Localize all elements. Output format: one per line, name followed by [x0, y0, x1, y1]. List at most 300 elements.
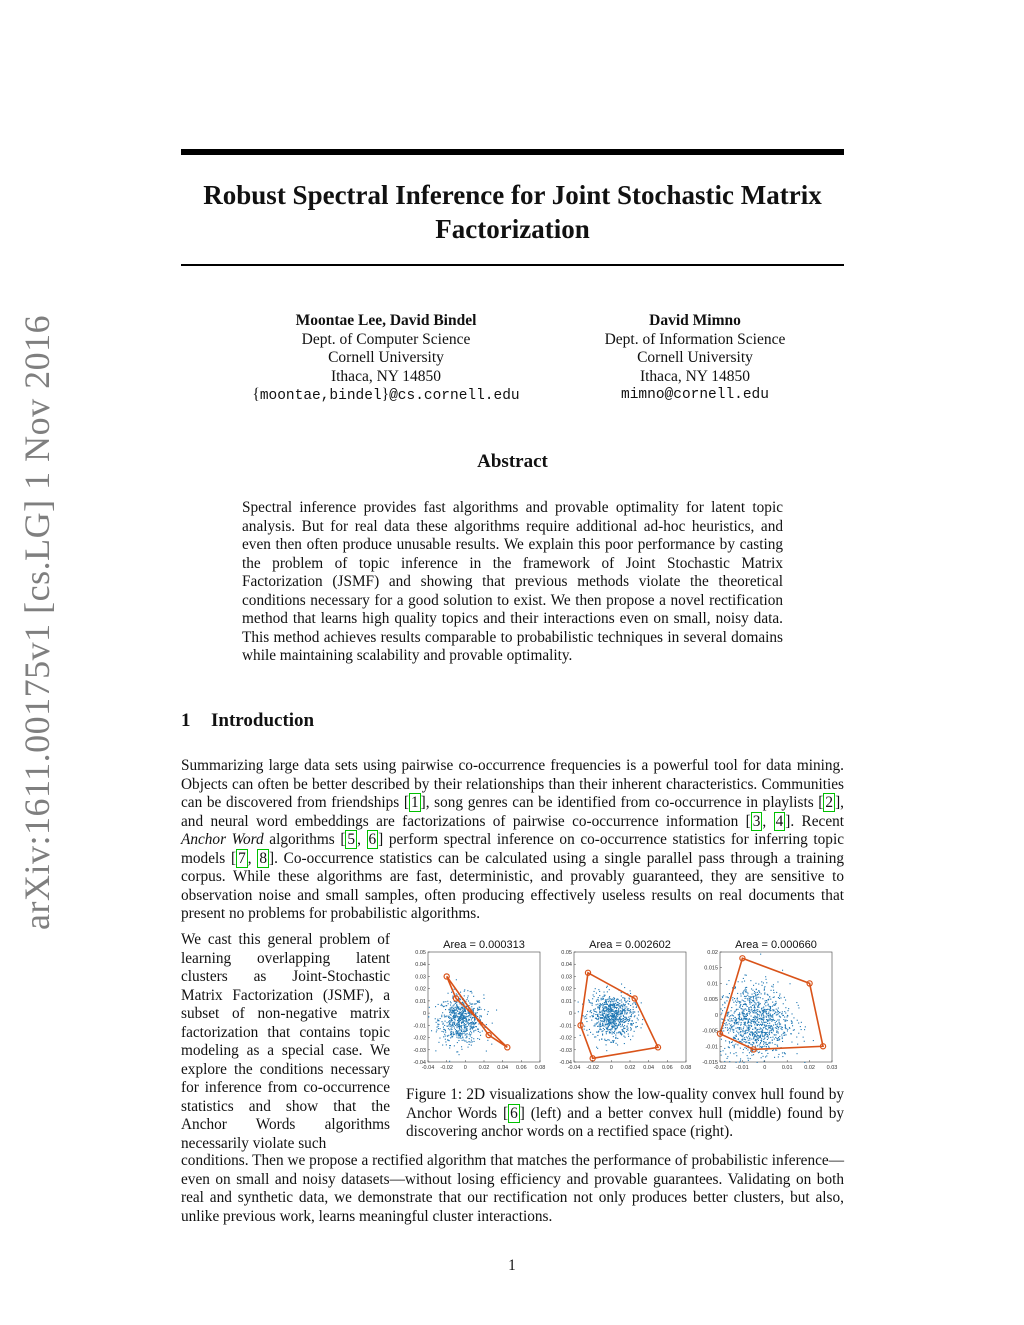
data-point	[461, 1038, 462, 1039]
data-point	[760, 1042, 761, 1043]
data-point	[605, 1008, 606, 1009]
data-point	[763, 1010, 764, 1011]
data-point	[747, 1032, 748, 1033]
data-point	[749, 996, 750, 997]
data-point	[458, 1040, 459, 1041]
data-point	[606, 1031, 607, 1032]
data-point	[602, 1035, 603, 1036]
data-point	[772, 1037, 773, 1038]
data-point	[634, 1011, 635, 1012]
data-point	[620, 1024, 621, 1025]
data-point	[447, 1026, 448, 1027]
data-point	[627, 1008, 628, 1009]
data-point	[750, 1032, 751, 1033]
data-point	[468, 1025, 469, 1026]
data-point	[456, 1005, 457, 1006]
data-point	[600, 1018, 601, 1019]
data-point	[598, 997, 599, 998]
data-point	[638, 1011, 639, 1012]
data-point	[466, 1036, 467, 1037]
data-point	[443, 1031, 444, 1032]
data-point	[768, 1017, 769, 1018]
data-point	[477, 1016, 478, 1017]
data-point	[605, 1040, 606, 1041]
data-point	[634, 1002, 635, 1003]
data-point	[778, 1033, 779, 1034]
data-point	[471, 1019, 472, 1020]
data-point	[768, 1028, 769, 1029]
data-point	[774, 1057, 775, 1058]
data-point	[459, 1022, 460, 1023]
y-tick-label: 0.05	[561, 950, 572, 956]
data-point	[732, 1041, 733, 1042]
data-point	[782, 1041, 783, 1042]
data-point	[767, 1019, 768, 1020]
data-point	[606, 1009, 607, 1010]
data-point	[465, 1035, 466, 1036]
data-point	[609, 989, 610, 990]
data-point	[768, 1043, 769, 1044]
data-point	[759, 1025, 760, 1026]
data-point	[450, 1034, 451, 1035]
text-run: ,	[357, 831, 367, 848]
x-tick-label: 0	[609, 1065, 613, 1071]
data-point	[724, 1061, 725, 1062]
title-line-1: Robust Spectral Inference for Joint Stochastic Matrix	[203, 180, 822, 210]
data-point	[777, 1023, 778, 1024]
data-point	[757, 1017, 758, 1018]
data-point	[746, 991, 747, 992]
data-point	[757, 1007, 758, 1008]
data-point	[798, 1007, 799, 1008]
data-point	[753, 1022, 754, 1023]
data-point	[751, 1023, 752, 1024]
abstract-text: Spectral inference provides fast algorithms and provable optimality for latent topic analysis. But for real data these algorithms require additional ad-hoc heuristics, and even then often produce unusable results. We explain this poor performance by casting the problem of topic inference in the framework of Joint Stochastic Matrix Factorization (JSMF) and showing that previous methods violate the theoretical conditions necessary for a good solution to exist. We then propose a novel rectification method that learns high quality topics and their interactions even on small, noisy data. This method achieves results comparable to probabilistic techniques in several domains while maintaining scalability and provable optimality.	[242, 499, 783, 664]
data-point	[478, 1002, 479, 1003]
data-point	[800, 1026, 801, 1027]
data-point	[792, 1013, 793, 1014]
data-point	[721, 1039, 722, 1040]
data-point	[429, 1007, 430, 1008]
data-point	[804, 1062, 805, 1063]
data-point	[622, 1013, 623, 1014]
data-point	[458, 1020, 459, 1021]
data-point	[740, 993, 741, 994]
data-point	[455, 1017, 456, 1018]
data-point	[469, 1019, 470, 1020]
data-point	[760, 1027, 761, 1028]
data-point	[618, 1032, 619, 1033]
data-point	[777, 1046, 778, 1047]
y-tick-label: 0.04	[561, 962, 572, 969]
data-point	[771, 1021, 772, 1022]
data-point	[462, 1016, 463, 1017]
data-point	[601, 1004, 602, 1005]
data-point	[743, 1010, 744, 1011]
data-point	[729, 1021, 730, 1022]
data-point	[729, 1028, 730, 1029]
data-point	[609, 1011, 610, 1012]
citation-link[interactable]: 7	[238, 849, 246, 867]
data-point	[780, 994, 781, 995]
title-bottom-rule	[181, 264, 844, 266]
data-point	[752, 1011, 753, 1012]
author-university: Cornell University	[328, 349, 444, 366]
data-point	[435, 1006, 436, 1007]
data-point	[723, 1050, 724, 1051]
data-point	[623, 1028, 624, 1029]
data-point	[464, 1040, 465, 1041]
data-point	[480, 1035, 481, 1036]
data-point	[466, 1018, 467, 1019]
data-point	[441, 1005, 442, 1006]
data-point	[448, 1021, 449, 1022]
data-point	[751, 1016, 752, 1017]
data-point	[733, 1030, 734, 1031]
author-university: Cornell University	[637, 349, 753, 366]
data-point	[788, 1008, 789, 1009]
data-point	[755, 1016, 756, 1017]
data-point	[477, 1038, 478, 1039]
citation-link[interactable]: 8	[259, 849, 267, 867]
data-point	[470, 1035, 471, 1036]
data-point	[471, 1045, 472, 1046]
data-point	[600, 1024, 601, 1025]
data-point	[626, 1020, 627, 1021]
data-point	[622, 1006, 623, 1007]
data-point	[772, 1050, 773, 1051]
data-point	[758, 1003, 759, 1004]
data-point	[756, 1032, 757, 1033]
data-point	[758, 1002, 759, 1003]
data-point	[472, 1028, 473, 1029]
data-point	[605, 1017, 606, 1018]
data-point	[778, 1039, 779, 1040]
data-point	[721, 1008, 722, 1009]
data-point	[598, 1026, 599, 1027]
data-point	[753, 1054, 754, 1055]
data-point	[736, 1020, 737, 1021]
data-point	[752, 996, 753, 997]
data-point	[442, 1031, 443, 1032]
data-point	[750, 1004, 751, 1005]
data-point	[599, 1024, 600, 1025]
data-point	[447, 1001, 448, 1002]
data-point	[725, 1040, 726, 1041]
figure-caption	[406, 1086, 844, 1142]
data-point	[619, 1014, 620, 1015]
data-point	[614, 1011, 615, 1012]
citation-link[interactable]: 2	[825, 794, 834, 811]
data-point	[589, 1002, 590, 1003]
data-point	[730, 1015, 731, 1016]
data-point	[739, 1062, 740, 1063]
data-point	[454, 1023, 455, 1024]
data-point	[749, 1040, 750, 1041]
data-point	[742, 981, 743, 982]
data-point	[751, 1039, 752, 1040]
intro-paragraph-2-rest: conditions. Then we propose a rectified algorithm that matches the performance of probabilistic inference—even on small and noisy datasets—without losing efficiency and provable guarantees. Validating on both real and synthetic data, we demonstrate that our rectification not only produces better clusters, but also, unlike previous work, learns meaningful cluster interactions.	[181, 1152, 844, 1225]
data-point	[628, 1003, 629, 1004]
data-point	[459, 1014, 460, 1015]
data-point	[759, 1031, 760, 1032]
data-point	[766, 1046, 767, 1047]
data-point	[441, 1016, 442, 1017]
data-point	[777, 1045, 778, 1046]
data-point	[623, 1036, 624, 1037]
data-point	[449, 1040, 450, 1041]
data-point	[597, 999, 598, 1000]
data-point	[604, 1013, 605, 1014]
data-point	[604, 1039, 605, 1040]
data-point	[453, 1010, 454, 1011]
data-point	[775, 1001, 776, 1002]
data-point	[453, 1022, 454, 1023]
data-point	[623, 997, 624, 998]
data-point	[636, 1006, 637, 1007]
data-point	[619, 1021, 620, 1022]
data-point	[470, 1034, 471, 1035]
data-point	[597, 1048, 598, 1049]
data-point	[636, 1022, 637, 1023]
data-point	[783, 1003, 784, 1004]
data-point	[631, 1016, 632, 1017]
data-point	[721, 1018, 722, 1019]
data-point	[755, 1028, 756, 1029]
data-point	[775, 1003, 776, 1004]
data-point	[455, 1031, 456, 1032]
data-point	[740, 1006, 741, 1007]
data-point	[622, 1029, 623, 1030]
y-tick-label: 0.015	[704, 965, 718, 972]
data-point	[460, 992, 461, 993]
data-point	[782, 1013, 783, 1014]
data-point	[596, 1004, 597, 1005]
data-point	[729, 1042, 730, 1043]
y-tick-label: -0.03	[413, 1047, 426, 1054]
data-point	[604, 996, 605, 997]
x-tick-label: 0.03	[826, 1065, 838, 1071]
y-tick-label: 0.02	[415, 986, 426, 993]
data-point	[630, 1005, 631, 1006]
data-point	[611, 1008, 612, 1009]
data-point	[459, 1018, 460, 1019]
data-point	[602, 1034, 603, 1035]
data-point	[460, 1019, 461, 1020]
data-point	[777, 1026, 778, 1027]
data-point	[602, 1025, 603, 1026]
data-point	[609, 1018, 610, 1019]
data-point	[442, 1021, 443, 1022]
y-tick-label: 0.03	[415, 974, 426, 981]
data-point	[746, 1004, 747, 1005]
data-point	[449, 1061, 450, 1062]
data-point	[464, 1031, 465, 1032]
data-point	[584, 1029, 585, 1030]
data-point	[466, 1026, 467, 1027]
data-point	[477, 1008, 478, 1009]
data-point	[750, 999, 751, 1000]
data-point	[789, 1028, 790, 1029]
data-point	[765, 1028, 766, 1029]
data-point	[464, 1011, 465, 1012]
data-point	[627, 1026, 628, 1027]
data-point	[607, 1029, 608, 1030]
data-point	[600, 1023, 601, 1024]
data-point	[787, 1015, 788, 1016]
data-point	[748, 1008, 749, 1009]
data-point	[619, 1006, 620, 1007]
author-dept: Dept. of Computer Science	[301, 330, 471, 348]
data-point	[464, 995, 465, 996]
data-point	[447, 1022, 448, 1023]
data-point	[763, 1012, 764, 1013]
scatter-plot-right	[704, 938, 844, 1073]
data-point	[736, 1031, 737, 1032]
data-point	[604, 1029, 605, 1030]
data-point	[740, 1027, 741, 1028]
data-point	[760, 1046, 761, 1047]
data-point	[757, 1002, 758, 1003]
data-point	[724, 1002, 725, 1003]
data-point	[776, 1050, 777, 1051]
data-point	[471, 1004, 472, 1005]
data-point	[616, 1008, 617, 1009]
data-point	[468, 1047, 469, 1048]
data-point	[764, 1046, 765, 1047]
data-point	[750, 1058, 751, 1059]
data-point	[598, 1031, 599, 1032]
data-point	[755, 983, 756, 984]
data-point	[467, 990, 468, 991]
data-point	[751, 1021, 752, 1022]
data-point	[742, 1012, 743, 1013]
data-point	[454, 989, 455, 990]
data-point	[757, 1035, 758, 1036]
data-point	[743, 1016, 744, 1017]
data-point	[471, 1032, 472, 1033]
data-point	[754, 1002, 755, 1003]
text-run: ,	[762, 812, 774, 830]
data-point	[597, 1007, 598, 1008]
data-point	[740, 1004, 741, 1005]
data-point	[768, 1012, 769, 1013]
data-point	[594, 991, 595, 992]
data-point	[753, 997, 754, 998]
data-point	[482, 1031, 483, 1032]
citation-link[interactable]: 1	[410, 794, 419, 811]
data-point	[620, 1013, 621, 1014]
data-point	[610, 1019, 611, 1020]
data-point	[472, 1021, 473, 1022]
data-point	[450, 1037, 451, 1038]
data-point	[746, 987, 747, 988]
data-point	[607, 1027, 608, 1028]
data-point	[768, 1020, 769, 1021]
data-point	[747, 993, 748, 994]
data-point	[468, 995, 469, 996]
data-point	[607, 1016, 608, 1017]
data-point	[453, 1008, 454, 1009]
data-point	[728, 1029, 729, 1030]
data-point	[768, 1019, 769, 1020]
data-point	[454, 1028, 455, 1029]
data-point	[487, 1040, 488, 1041]
citation-link[interactable]: 6	[368, 831, 377, 848]
data-point	[479, 1002, 480, 1003]
data-point	[455, 1007, 456, 1008]
data-point	[609, 1040, 610, 1041]
data-point	[749, 1011, 750, 1012]
figure-plot-left	[412, 938, 552, 1073]
data-point	[732, 1029, 733, 1030]
data-point	[436, 1022, 437, 1023]
data-point	[743, 1062, 744, 1063]
section-title: Introduction	[211, 710, 315, 731]
citation-link[interactable]: 3	[752, 812, 761, 830]
data-point	[466, 1029, 467, 1030]
data-point	[437, 1027, 438, 1028]
data-point	[613, 1019, 614, 1020]
data-point	[766, 1042, 767, 1043]
data-point	[762, 985, 763, 986]
data-point	[755, 1012, 756, 1013]
data-point	[603, 1008, 604, 1009]
citation-link[interactable]: 6	[510, 1104, 518, 1122]
data-point	[621, 995, 622, 996]
data-point	[614, 1027, 615, 1028]
data-point	[772, 1009, 773, 1010]
data-point	[740, 1002, 741, 1003]
data-point	[610, 998, 611, 999]
data-point	[729, 1023, 730, 1024]
data-point	[475, 1013, 476, 1014]
data-point	[744, 1039, 745, 1040]
data-point	[746, 1048, 747, 1049]
data-point	[727, 1016, 728, 1017]
data-point	[732, 999, 733, 1000]
data-point	[444, 1034, 445, 1035]
data-point	[487, 1014, 488, 1015]
data-point	[761, 1019, 762, 1020]
data-point	[758, 1029, 759, 1030]
data-point	[766, 1016, 767, 1017]
data-point	[762, 1022, 763, 1023]
data-point	[745, 1008, 746, 1009]
data-point	[765, 976, 766, 977]
data-point	[626, 1031, 627, 1032]
data-point	[751, 988, 752, 989]
data-point	[600, 1006, 601, 1007]
data-point	[447, 1016, 448, 1017]
data-point	[773, 1025, 774, 1026]
data-point	[775, 1004, 776, 1005]
data-point	[454, 1022, 455, 1023]
data-point	[786, 1034, 787, 1035]
data-point	[594, 1011, 595, 1012]
data-point	[464, 1025, 465, 1026]
data-point	[595, 1024, 596, 1025]
data-point	[464, 1028, 465, 1029]
data-point	[774, 1005, 775, 1006]
citation-link[interactable]: 5	[347, 831, 356, 848]
data-point	[616, 1004, 617, 1005]
data-point	[638, 1015, 639, 1016]
citation-link[interactable]: 4	[775, 812, 784, 830]
data-point	[748, 1042, 749, 1043]
data-point	[772, 1042, 773, 1043]
data-point	[733, 1053, 734, 1054]
